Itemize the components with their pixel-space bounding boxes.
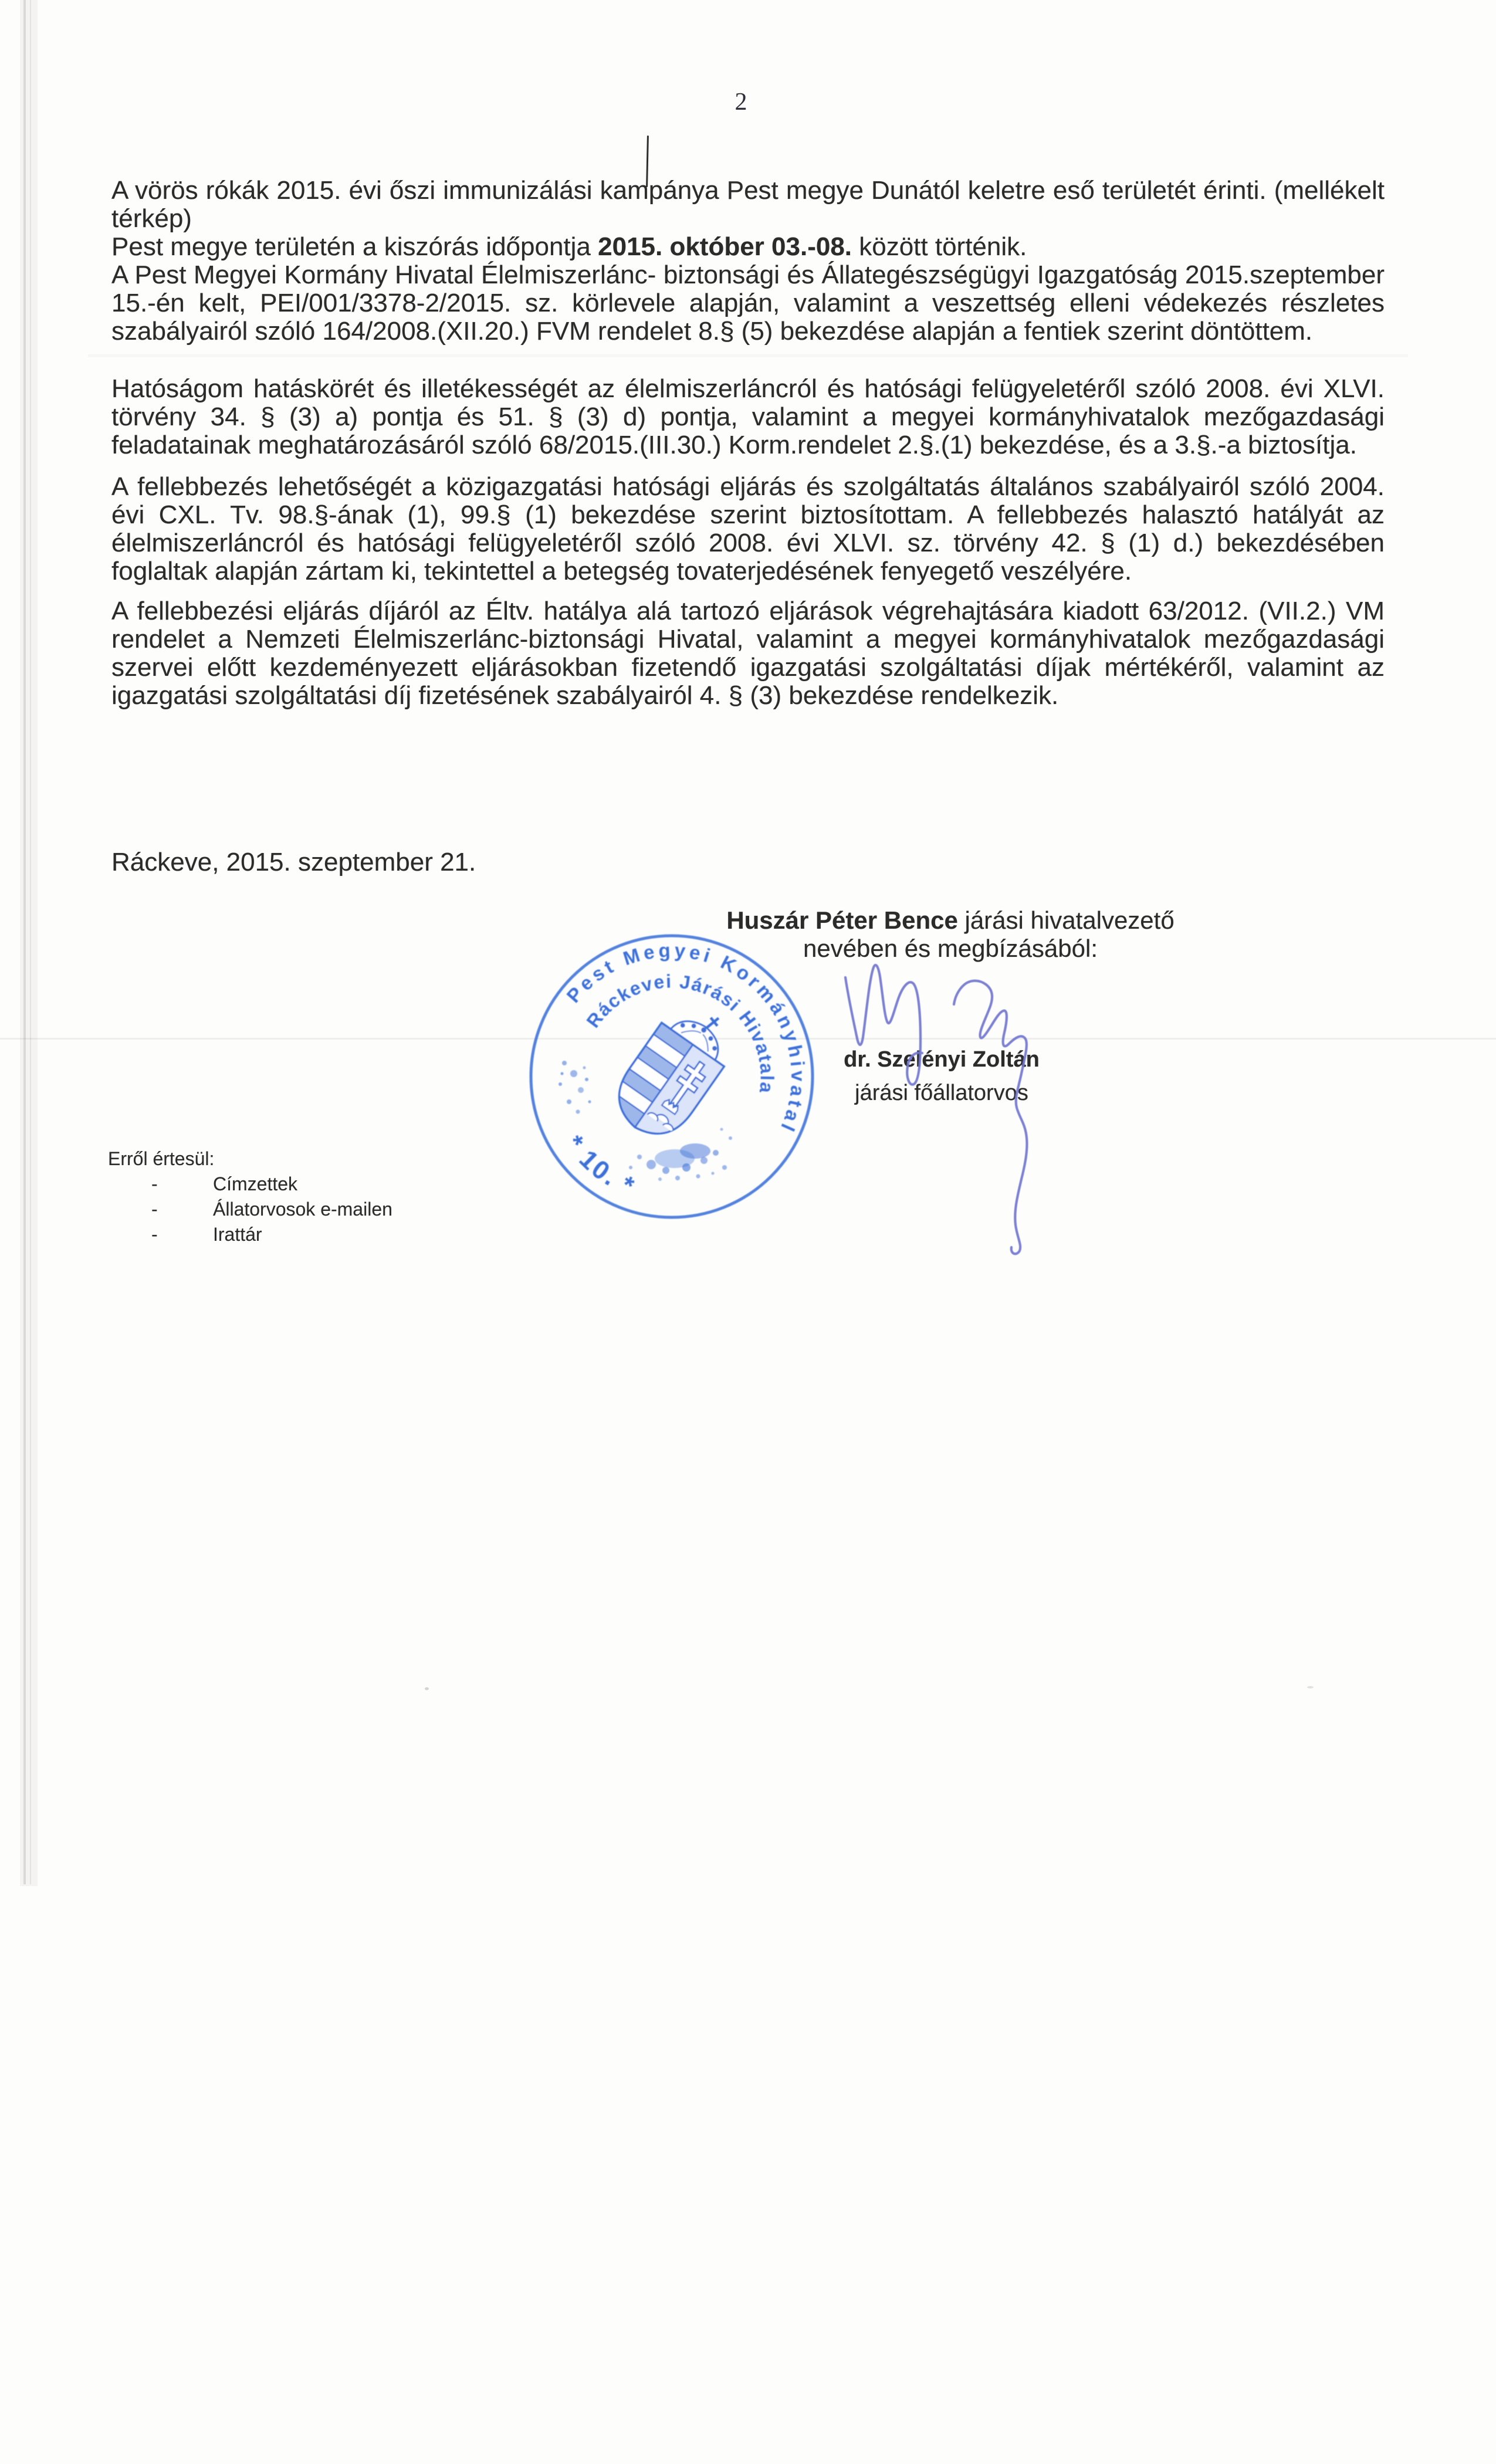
dates-text-pre: Pest megye területén a kiszórás időpontja: [111, 232, 598, 261]
scan-speck-2: [1307, 1686, 1314, 1688]
list-dash: -: [151, 1199, 158, 1220]
paragraph-jurisdiction: Hatóságom hatáskörét és illetékességét az élelmiszerláncról és hatósági felügyeletéről szóló 2008. évi XLVI. törvény 34. § (3) a) pontja és 51. § (3) d) pontja, valamint a megyei kormányhivatalok mezőgazdasági feladatainak meghatározásáról szóló 68/2015.(III.30.) Korm.rendelet 2.§.(1) bekezdése, és a 3.§.-a biztosítja.: [111, 374, 1385, 459]
distribution-item: - Irattár: [108, 1222, 392, 1247]
handwritten-signature: [827, 953, 1050, 1270]
paragraph-campaign-area: A vörös rókák 2015. évi őszi immunizálási kampánya Pest megye Dunától keletre eső területét érinti. (mellékelt térkép): [111, 176, 1385, 233]
scan-edge-line-2: [30, 0, 31, 1884]
on-behalf-line: nevében és megbízásából:: [803, 935, 1098, 962]
paragraph-appeal-fee: A fellebbezési eljárás díjáról az Éltv. hatálya alá tartozó eljárások végrehajtására kiadott 63/2012. (VII.2.) VM rendelet a Nemzeti Élelmiszerlánc-biztonsági Hivatal, valamint a megyei kormányhivatalok mezőgazdasági szervei előtt kezdeményezett eljárásokban fizetendő igazgatási szolgáltatási díjak mértékéről, valamint az igazgatási szolgáltatási díj fizetésének szabályairól 4. § (3) bekezdése rendelkezik.: [111, 597, 1385, 710]
issuer-role: járási hivatalvezető: [957, 906, 1175, 934]
official-round-stamp-icon: [516, 921, 833, 1238]
paragraph-legal-basis-decision: A Pest Megyei Kormány Hivatal Élelmiszerlánc- biztonsági és Állategészségügyi Igazgatóság 2015.szeptember 15.-én kelt, PEI/001/3378-2/2015. sz. körlevele alapján, valamint a veszettség elleni védekezés részletes szabályairól szóló 164/2008.(XII.20.) FVM rendelet 8.§ (5) bekezdése alapján a fentiek szerint döntöttem.: [111, 260, 1385, 346]
distribution-item: - Állatorvosok e-mailen: [108, 1197, 392, 1222]
dates-text-post: között történik.: [852, 232, 1027, 261]
signature-stroke-left: [845, 965, 922, 1085]
signer-name: dr. Szelényi Zoltán: [844, 1047, 1040, 1072]
scan-speck: [425, 1687, 429, 1690]
dates-text-bold: 2015. október 03.-08.: [598, 232, 852, 261]
signature-stroke-right: [954, 981, 1027, 1254]
place-and-date: Ráckeve, 2015. szeptember 21.: [111, 848, 476, 876]
stamp-number-text: * 10. *: [560, 1130, 640, 1202]
stamp-outer-text: Pest Megyei Kormányhivatal: [562, 939, 810, 1138]
distribution-item: - Címzettek: [108, 1172, 392, 1197]
hungarian-coat-of-arms-icon: [603, 991, 746, 1150]
document-body: [111, 177, 1385, 710]
distribution-heading: Erről értesül:: [108, 1148, 215, 1169]
signer-title: járási főállatorvos: [855, 1081, 1028, 1105]
page-number: 2: [735, 89, 747, 116]
issuer-name: Huszár Péter Bence: [726, 906, 958, 934]
scan-edge-line: [23, 0, 26, 1884]
paragraph-distribution-dates: [111, 233, 1385, 261]
list-dash: -: [151, 1173, 158, 1194]
distribution-list: [108, 1146, 392, 1247]
paragraph-appeal: A fellebbezés lehetőségét a közigazgatási hatósági eljárás és szolgáltatás általános szabályairól szóló 2004. évi CXL. Tv. 98.§-ának (1), 99.§ (1) bekezdése szerint biztosítottam. A fellebbezés halasztó hatályát az élelmiszerláncról és hatósági felügyeletéről szóló 2008. évi XLVI. sz. törvény 42. § (1) d.) bekezdésében foglaltak alapján zártam ki, tekintettel a betegség tovaterjedésének fenyegető veszélyére.: [111, 472, 1385, 585]
svg-text:* 10. *: [560, 1131, 639, 1202]
scan-edge-band: [20, 0, 38, 1886]
list-dash: -: [151, 1224, 158, 1245]
stamp-inner-text: Ráckevei Járási Hivatala: [582, 970, 778, 1095]
